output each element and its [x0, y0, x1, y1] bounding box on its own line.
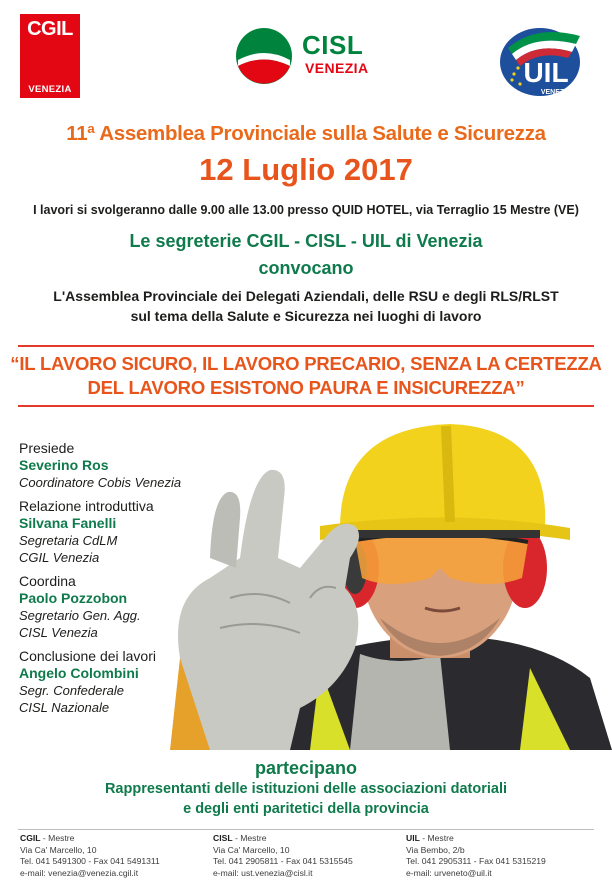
footer-address: Via Ca' Marcello, 10	[20, 844, 97, 855]
speaker-block	[19, 440, 229, 491]
footer-contact-cisl	[213, 833, 403, 879]
speaker-desc: Segretario Gen. Agg.	[19, 608, 141, 623]
hard-hat-icon	[320, 424, 570, 540]
speaker-desc: Segr. Confederale	[19, 683, 125, 698]
speaker-desc: CISL Nazionale	[19, 700, 110, 715]
speaker-role: Relazione introduttiva	[19, 498, 154, 514]
footer-email: e-mail: venezia@venezia.cgil.it	[20, 867, 139, 878]
quote-top-rule	[18, 345, 594, 347]
footer-org: CISL	[213, 833, 233, 843]
assembly-description-line2: sul tema della Salute e Sicurezza nei luoghi di lavoro	[130, 308, 482, 324]
footer-address: Via Ca' Marcello, 10	[213, 844, 290, 855]
footer-phone: Tel. 041 2905811 - Fax 041 5315545	[213, 856, 353, 866]
footer-rule	[18, 829, 594, 830]
participants-line1: Rappresentanti delle istituzioni delle associazioni datoriali	[104, 781, 508, 797]
footer-org: CGIL	[20, 833, 41, 843]
cgil-logo-city: VENEZIA	[28, 84, 72, 95]
speaker-name: Paolo Pozzobon	[19, 590, 128, 606]
assembly-description-line1: L'Assemblea Provinciale dei Delegati Aziendali, delle RSU e degli RLS/RLST	[53, 288, 559, 304]
speaker-role: Presiede	[19, 440, 75, 456]
cgil-logo	[20, 14, 80, 98]
speaker-name: Silvana Fanelli	[19, 515, 117, 531]
event-title: 11ª Assemblea Provinciale sulla Salute e Sicurezza	[66, 122, 546, 145]
footer-email: e-mail: urveneto@uil.it	[406, 867, 492, 878]
uil-logo-name: UIL	[523, 57, 569, 88]
speaker-block	[19, 498, 229, 566]
footer-contact-uil	[406, 833, 596, 879]
convene-line: convocano	[258, 258, 354, 278]
footer-contact-cgil	[20, 833, 210, 879]
footer-phone: Tel. 041 2905311 - Fax 041 5315219	[406, 856, 546, 866]
footer-org-suffix: - Mestre	[419, 833, 454, 843]
participants-title: partecipano	[254, 758, 358, 778]
event-venue-info: I lavori si svolgeranno dalle 9.00 alle 13.00 presso QUID HOTEL, via Terraglio 15 Mestre (VE)	[33, 203, 579, 217]
speaker-name: Angelo Colombini	[19, 665, 139, 681]
cisl-logo	[232, 26, 392, 86]
speaker-name: Severino Ros	[19, 457, 109, 473]
footer-email: e-mail: ust.venezia@cisl.it	[213, 867, 313, 878]
speaker-block	[19, 573, 229, 641]
uil-logo-city: VENEZIA	[540, 89, 572, 96]
theme-quote-line2: DEL LAVORO ESISTONO PAURA E INSICUREZZA”	[87, 377, 525, 398]
footer-address: Via Bembo, 2/b	[406, 844, 465, 855]
footer-phone: Tel. 041 5491300 - Fax 041 5491311	[20, 856, 160, 866]
footer-org-suffix: - Mestre	[232, 833, 267, 843]
cisl-logo-city: VENEZIA	[305, 60, 369, 76]
participants-line2: e degli enti paritetici della provincia	[183, 801, 429, 817]
speaker-role: Coordina	[19, 573, 76, 589]
footer-org-suffix: - Mestre	[40, 833, 75, 843]
speaker-desc: Coordinatore Cobis Venezia	[19, 475, 182, 490]
speaker-desc: CGIL Venezia	[19, 550, 100, 565]
uil-logo	[496, 22, 588, 100]
cgil-logo-name: CGIL	[27, 18, 73, 40]
theme-quote-line1: “IL LAVORO SICURO, IL LAVORO PRECARIO, SENZA LA CERTEZZA	[10, 353, 602, 374]
secretariats-line: Le segreterie CGIL - CISL - UIL di Venezia	[129, 231, 483, 251]
cisl-logo-name: CISL	[302, 30, 364, 60]
speaker-block	[19, 648, 229, 716]
speaker-desc: CISL Venezia	[19, 625, 98, 640]
cisl-emblem-icon	[232, 26, 296, 86]
speakers-list	[19, 440, 229, 723]
event-date: 12 Luglio 2017	[199, 152, 413, 187]
quote-bottom-rule	[18, 405, 594, 407]
speaker-role: Conclusione dei lavori	[19, 648, 156, 664]
speaker-desc: Segretaria CdLM	[19, 533, 118, 548]
footer-org: UIL	[406, 833, 420, 843]
